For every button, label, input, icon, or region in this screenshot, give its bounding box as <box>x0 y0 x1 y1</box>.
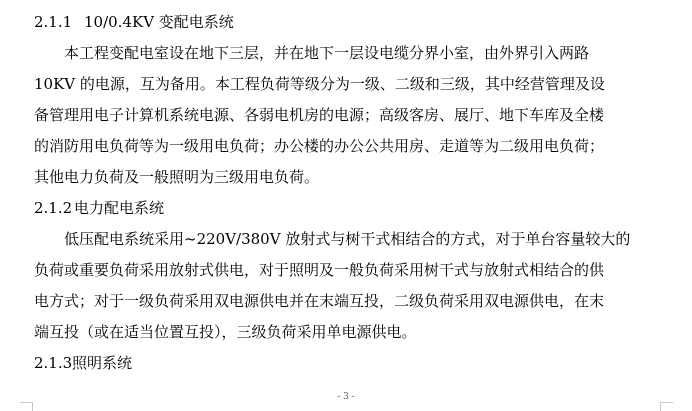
paragraph-line: 负荷或重要负荷采用放射式供电，对于照明及一般负荷采用树干式与放射式相结合的供 <box>34 261 605 279</box>
section-heading-2-1-2 <box>34 198 164 218</box>
section-number: 2.1.3 <box>34 354 73 372</box>
section-number: 2.1.1 <box>34 13 73 31</box>
section-heading-2-1-3 <box>34 353 132 373</box>
paragraph-line: 低压配电系统采用~220V/380V 放射式与树干式相结合的方式，对于单台容量较大的 <box>64 230 631 248</box>
section-number: 2.1.2 <box>34 199 73 217</box>
paragraph-line: 的消防用电负荷等为一级用电负荷；办公楼的办公公共用房、走道等为二级用电负荷； <box>34 137 605 155</box>
page-corner-mark-left <box>20 402 33 411</box>
paragraph-line: 端互投（或在适当位置互投），三级负荷采用单电源供电。 <box>34 323 417 341</box>
page-corner-mark-right <box>660 402 673 411</box>
section-title: 10/0.4KV 变配电系统 <box>84 13 234 31</box>
section-heading-2-1-1 <box>34 12 234 32</box>
paragraph-line: 其他电力负荷及一般照明为三级用电负荷。 <box>34 168 320 186</box>
paragraph-line: 本工程变配电室设在地下三层，并在地下一层设电缆分界小室，由外界引入两路 <box>64 44 590 62</box>
paragraph-line: 备管理用电子计算机系统电源、各弱电机房的电源；高级客房、展厅、地下车库及全楼 <box>34 106 605 124</box>
page-number: - 3 - <box>337 392 355 402</box>
section-title: 照明系统 <box>72 354 133 372</box>
paragraph-line: 10KV 的电源，互为备用。本工程负荷等级分为一级、二级和三级，其中经营管理及设 <box>34 75 605 93</box>
paragraph-line: 电方式；对于一级负荷采用双电源供电并在末端互投，二级负荷采用双电源供电，在末 <box>34 292 605 310</box>
section-title: 电力配电系统 <box>74 199 165 217</box>
